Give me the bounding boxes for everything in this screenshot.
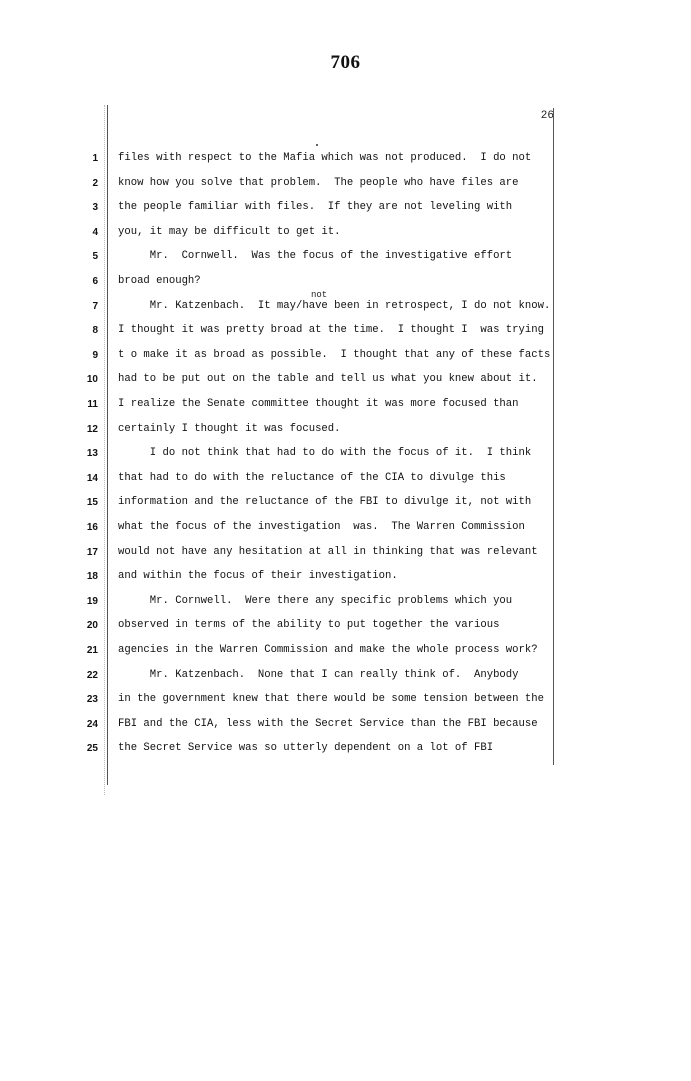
line-number: 24: [86, 718, 98, 730]
transcript-line: [0, 298, 691, 318]
line-number: 10: [86, 374, 98, 386]
line-number: 9: [92, 349, 98, 361]
transcript-line: [0, 248, 691, 268]
transcript-line: [0, 691, 691, 711]
line-text: and within the focus of their investigation.: [118, 570, 398, 583]
line-text: you, it may be difficult to get it.: [118, 225, 341, 238]
line-number: 18: [86, 571, 98, 583]
line-number: 12: [86, 423, 98, 435]
line-text: Mr. Katzenbach. It may/have been in retrospect, I do not know.: [118, 299, 551, 312]
line-text: agencies in the Warren Commission and make the whole process work?: [118, 644, 538, 656]
line-number: 17: [86, 546, 98, 558]
line-text: I do not think that had to do with the focus of it. I think: [118, 447, 532, 460]
transcript-line: [0, 322, 691, 342]
transcript-line: [0, 667, 691, 687]
line-text: know how you solve that problem. The people who have files are: [118, 176, 519, 189]
line-number: 23: [86, 694, 98, 706]
transcript-line: [0, 224, 691, 244]
line-text: had to be put out on the table and tell us what you knew about it.: [118, 373, 538, 386]
line-number: 11: [87, 399, 98, 410]
transcript-line: [0, 519, 691, 539]
line-text: files with respect to the Mafia which was not produced. I do not: [118, 152, 532, 164]
transcript-line: [0, 371, 691, 391]
line-text: what the focus of the investigation was. The Warren Commission: [118, 521, 525, 533]
line-number: 5: [92, 251, 98, 263]
transcript-line: [0, 421, 691, 441]
interlinear-insert: not: [311, 290, 328, 300]
line-number: 2: [92, 177, 98, 189]
stray-mark: [316, 144, 318, 146]
transcript-line: [0, 273, 691, 293]
transcript-line: [0, 740, 691, 760]
line-text: broad enough?: [118, 275, 201, 287]
transcript-line: [0, 642, 691, 662]
line-text: I realize the Senate committee thought it was more focused than: [118, 398, 519, 410]
transcript-line: [0, 593, 691, 613]
line-number: 14: [86, 472, 98, 484]
line-number: 20: [86, 620, 98, 632]
line-text: would not have any hesitation at all in thinking that was relevant: [118, 545, 538, 558]
line-number: 16: [86, 522, 98, 533]
transcript-line: [0, 347, 691, 367]
page-number: 706: [330, 52, 361, 73]
line-number: 19: [86, 595, 98, 607]
transcript-line: [0, 716, 691, 736]
line-text: FBI and the CIA, less with the Secret Service than the FBI because: [118, 717, 538, 730]
line-text: t o make it as broad as possible. I thought that any of these facts: [118, 348, 551, 361]
line-text: that had to do with the reluctance of the CIA to divulge this: [118, 471, 506, 484]
line-number: 25: [86, 743, 98, 755]
transcript-line: [0, 470, 691, 490]
transcript-line: [0, 568, 691, 588]
line-text: observed in terms of the ability to put together the various: [118, 619, 500, 632]
line-number: 15: [86, 497, 98, 509]
line-text: in the government knew that there would be some tension between the: [118, 693, 544, 706]
sheet-number: 26: [540, 110, 554, 122]
line-number: 6: [92, 276, 98, 287]
line-text: the people familiar with files. If they are not leveling with: [118, 201, 513, 214]
line-number: 8: [92, 325, 98, 337]
line-number: 1: [92, 153, 98, 164]
transcript-line: [0, 175, 691, 195]
line-number: 7: [92, 300, 98, 312]
line-text: Mr. Katzenbach. None that I can really think of. Anybody: [118, 668, 519, 681]
transcript-line: [0, 396, 691, 416]
transcript-line: [0, 199, 691, 219]
transcript-line: [0, 544, 691, 564]
line-number: 4: [92, 226, 98, 238]
transcript-line: [0, 617, 691, 637]
line-number: 13: [86, 448, 98, 460]
line-text: the Secret Service was so utterly dependent on a lot of FBI: [118, 742, 494, 755]
line-text: certainly I thought it was focused.: [118, 422, 341, 435]
transcript-line: [0, 150, 691, 170]
line-number: 22: [86, 669, 98, 681]
transcript-line: [0, 494, 691, 514]
line-text: Mr. Cornwell. Were there any specific problems which you: [118, 594, 513, 607]
transcript-line: [0, 445, 691, 465]
line-text: information and the reluctance of the FBI to divulge it, not with: [118, 496, 532, 509]
line-number: 21: [86, 645, 98, 656]
line-text: Mr. Cornwell. Was the focus of the investigative effort: [118, 250, 513, 263]
line-number: 3: [92, 202, 98, 214]
line-text: I thought it was pretty broad at the time. I thought I was trying: [118, 324, 544, 337]
